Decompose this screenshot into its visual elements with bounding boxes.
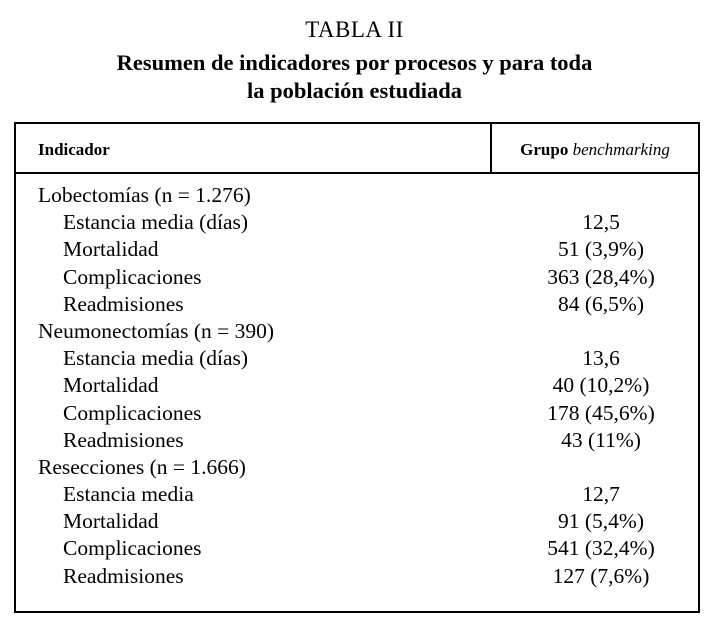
- table-header-row: [16, 124, 698, 174]
- table-row: [16, 481, 698, 508]
- indicator-value: 84 (6,5%): [558, 291, 644, 316]
- table-row: [16, 427, 698, 454]
- indicator-value: 178 (45,6%): [547, 400, 655, 425]
- indicator-label: Readmisiones: [63, 291, 184, 316]
- indicator-value: 43 (11%): [561, 427, 641, 452]
- table-row: [16, 563, 698, 590]
- section-label: Resecciones (n = 1.666): [38, 454, 246, 479]
- header-indicator: Indicador: [38, 140, 110, 159]
- indicator-value: 13,6: [582, 346, 620, 371]
- indicator-label: Mortalidad: [63, 509, 159, 534]
- indicator-label: Mortalidad: [63, 373, 159, 398]
- table-title-line-1: Resumen de indicadores por procesos y para toda: [116, 50, 593, 75]
- table-caption-label: TABLA II: [305, 17, 404, 42]
- table-row: [16, 535, 698, 562]
- section-row: [16, 454, 698, 481]
- indicator-value: 40 (10,2%): [552, 373, 650, 398]
- section-label: Neumonectomías (n = 390): [38, 318, 275, 343]
- table-row: [16, 236, 698, 263]
- indicator-value: 541 (32,4%): [547, 536, 655, 561]
- indicator-label: Estancia media (días): [63, 210, 249, 235]
- section-row: [16, 318, 698, 345]
- table-row: [16, 345, 698, 372]
- indicator-label: Estancia media: [63, 482, 194, 507]
- indicator-label: Complicaciones: [63, 264, 202, 289]
- table-title-line-2: la población estudiada: [246, 78, 463, 103]
- indicator-value: 127 (7,6%): [552, 563, 650, 588]
- indicator-label: Readmisiones: [63, 563, 184, 588]
- table-row: [16, 400, 698, 427]
- header-benchmarking-group: [492, 140, 698, 160]
- table-title: [0, 49, 709, 105]
- indicator-label: Estancia media (días): [63, 346, 249, 371]
- indicators-table: [14, 122, 700, 613]
- indicator-value: 51 (3,9%): [558, 237, 644, 262]
- table-row: [16, 264, 698, 291]
- indicator-label: Complicaciones: [63, 536, 202, 561]
- indicator-value: 91 (5,4%): [558, 509, 644, 534]
- section-row: [16, 182, 698, 209]
- table-row: [16, 508, 698, 535]
- table-row: [16, 372, 698, 399]
- indicator-value: 363 (28,4%): [547, 264, 655, 289]
- indicator-label: Mortalidad: [63, 237, 159, 262]
- header-group-prefix: Grupo: [520, 140, 569, 159]
- indicator-label: Readmisiones: [63, 427, 184, 452]
- section-label: Lobectomías (n = 1.276): [38, 183, 251, 207]
- header-group-italic: benchmarking: [572, 140, 670, 159]
- indicator-label: Complicaciones: [63, 400, 202, 425]
- indicator-value: 12,7: [582, 482, 620, 507]
- table-body: [16, 182, 698, 590]
- table-row: [16, 209, 698, 236]
- indicator-value: 12,5: [582, 210, 620, 235]
- table-row: [16, 291, 698, 318]
